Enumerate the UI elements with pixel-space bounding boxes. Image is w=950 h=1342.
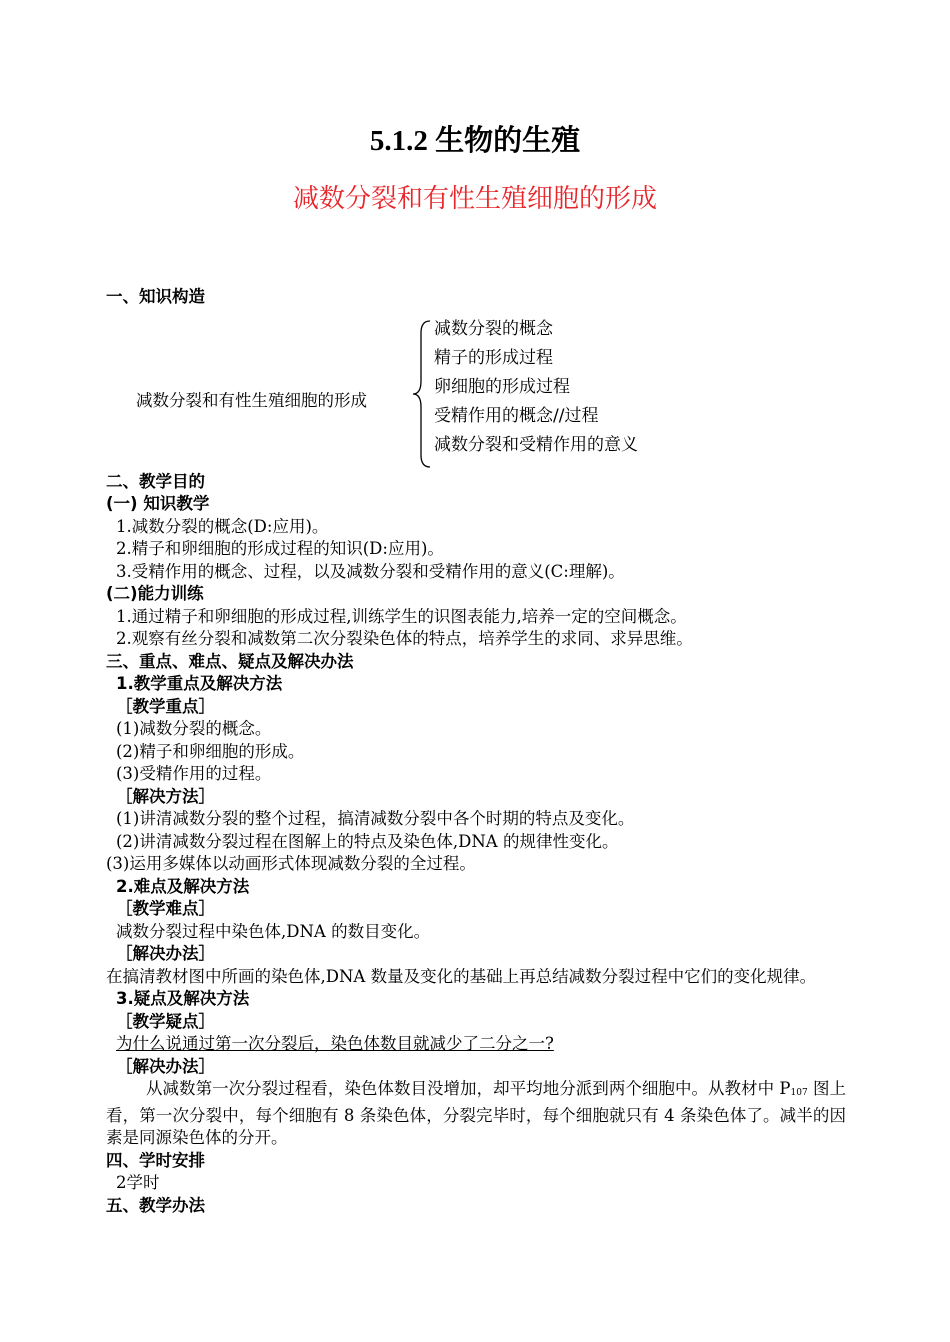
- tree-item: 受精作用的概念//过程: [434, 405, 599, 426]
- solution-paragraph: 在搞清教材图中所画的染色体,DNA 数量及变化的基础上再总结减数分裂过程中它们的变化规律。: [106, 966, 817, 986]
- subheading-ability: (二)能力训练: [106, 584, 204, 603]
- section-heading-goals: 二、教学目的: [106, 471, 205, 491]
- label-solution: ［解决方法］: [116, 786, 215, 806]
- tree-item: 减数分裂的概念: [434, 318, 553, 339]
- key-item: (2)精子和卵细胞的形成。: [116, 741, 305, 761]
- section-heading-methods: 五、教学办法: [106, 1195, 205, 1215]
- tree-item: 精子的形成过程: [434, 347, 553, 368]
- knowledge-tree: [106, 315, 846, 471]
- section-heading-key-points: 三、重点、难点、疑点及解决办法: [106, 651, 354, 671]
- doubt-question: 为什么说通过第一次分裂后，染色体数目就减少了二分之一?: [116, 1034, 554, 1053]
- subheading-doubt: 3.疑点及解决方法: [116, 989, 250, 1008]
- solution-item: (1)讲清减数分裂的整个过程，搞清减数分裂中各个时期的特点及变化。: [116, 809, 635, 828]
- section-heading-schedule: 四、学时安排: [106, 1150, 205, 1170]
- section-heading-structure: 一、知识构造: [106, 287, 205, 306]
- tree-root: 减数分裂和有性生殖细胞的形成: [136, 390, 367, 410]
- page-subtitle: 减数分裂和有性生殖细胞的形成: [292, 184, 657, 214]
- knowledge-goal: 3.受精作用的概念、过程，以及减数分裂和受精作用的意义(C:理解)。: [116, 561, 625, 581]
- subheading-knowledge: (一) 知识教学: [106, 494, 210, 513]
- subheading-difficulty: 2.难点及解决方法: [116, 876, 250, 896]
- key-item: (1)减数分裂的概念。: [116, 719, 272, 738]
- solution-item: (3)运用多媒体以动画形式体现减数分裂的全过程。: [106, 854, 476, 873]
- brace-icon: [412, 319, 432, 469]
- subheading-key: 1.教学重点及解决方法: [116, 674, 283, 693]
- tree-item: 减数分裂和受精作用的意义: [434, 434, 638, 455]
- label-solution: ［解决办法］: [116, 1056, 215, 1076]
- knowledge-goal: 1.减数分裂的概念(D:应用)。: [116, 516, 329, 536]
- solution-paragraph: 从减数第一次分裂过程看，染色体数目没增加，却平均地分派到两个细胞中。从教材中 $P_{107}$ 图上看，第一次分裂中，每个细胞有 8 条染色体，分裂完毕时，每个细胞就只有 4 条染色体了。减半的因素是同源染色体的分开。: [106, 1079, 846, 1147]
- solution-item: (2)讲清减数分裂过程在图解上的特点及染色体,DNA 的规律性变化。: [116, 831, 619, 851]
- label-solution: ［解决办法］: [116, 944, 215, 963]
- ability-goal: 1.通过精子和卵细胞的形成过程,训练学生的识图表能力,培养一定的空间概念。: [116, 606, 687, 626]
- document-body: [106, 286, 846, 1217]
- label-key: ［教学重点］: [116, 696, 215, 716]
- knowledge-goal: 2.精子和卵细胞的形成过程的知识(D:应用)。: [116, 539, 444, 558]
- key-item: (3)受精作用的过程。: [116, 764, 272, 783]
- difficulty-item: 减数分裂过程中染色体,DNA 的数目变化。: [116, 921, 431, 941]
- tree-item: 卵细胞的形成过程: [434, 376, 570, 397]
- ability-goal: 2.观察有丝分裂和减数第二次分裂染色体的特点，培养学生的求同、求异思维。: [116, 629, 693, 648]
- page-title: 5.1.2 生物的生殖: [369, 125, 581, 157]
- label-doubt: ［教学疑点］: [116, 1011, 215, 1031]
- tree-items: [434, 315, 638, 460]
- schedule-text: 2学时: [116, 1173, 160, 1192]
- label-difficulty: ［教学难点］: [116, 899, 215, 918]
